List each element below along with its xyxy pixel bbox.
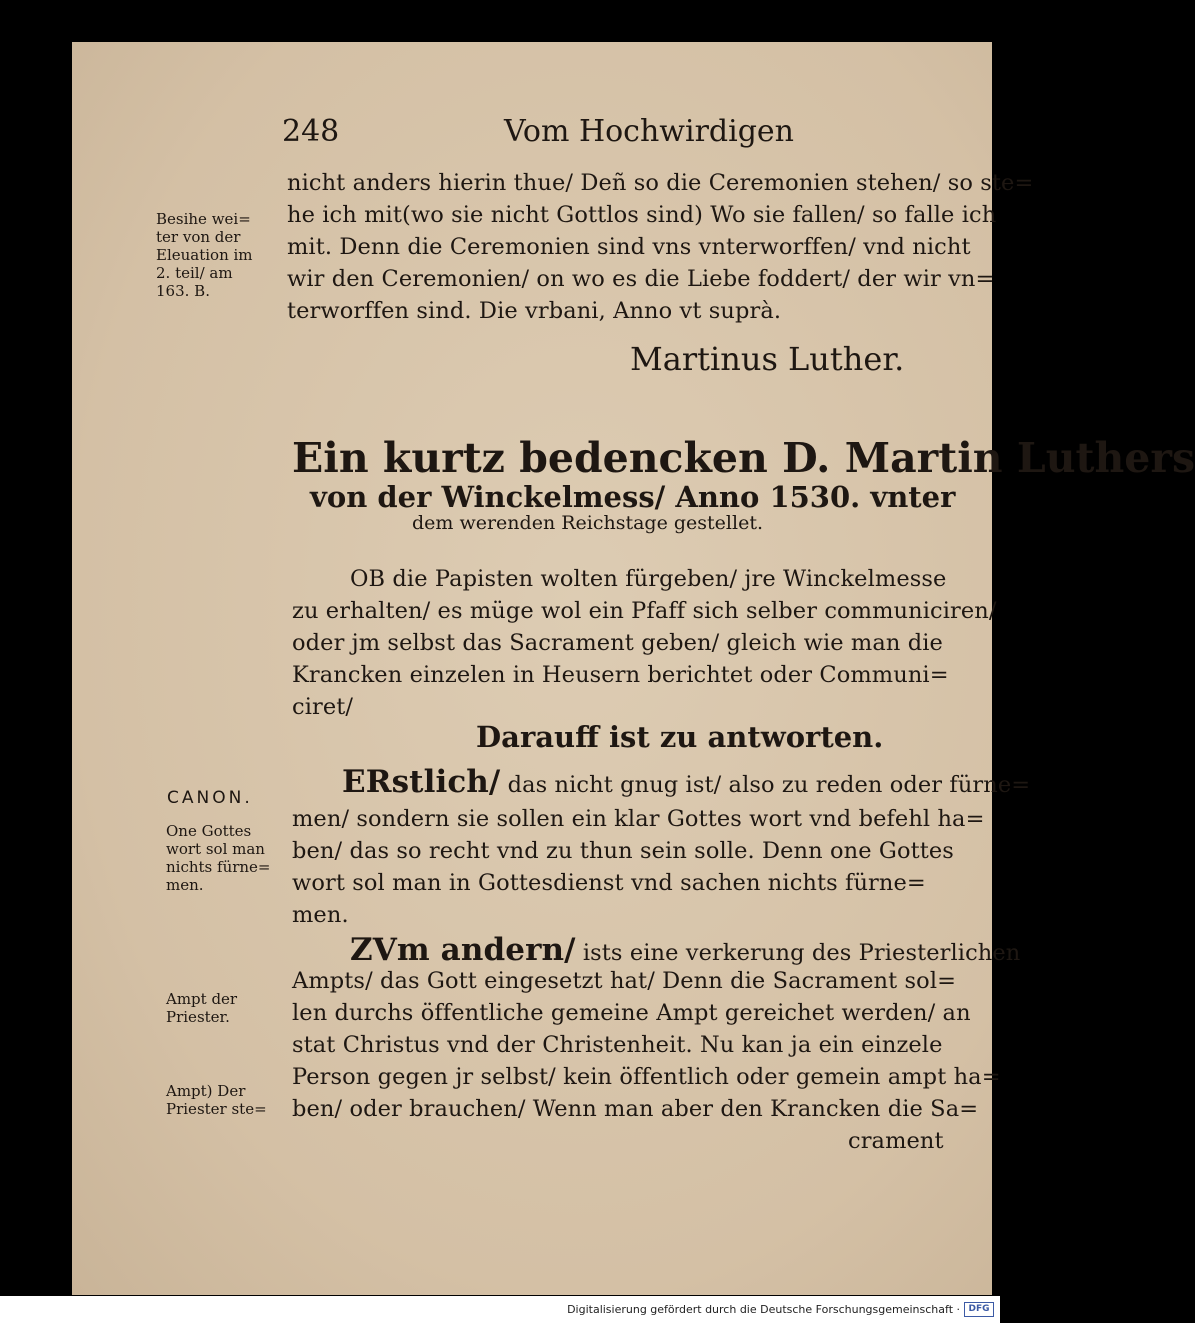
text-line: len durchs öffentliche gemeine Ampt gereichet werden/ an	[292, 1000, 971, 1026]
text-line: stat Christus vnd der Christenheit. Nu kan ja ein einzele	[292, 1032, 943, 1058]
dfg-logo: DFG	[964, 1302, 994, 1317]
margin-note: Besihe wei= ter von der Eleuation im 2. teil/ am 163. B.	[156, 210, 253, 300]
section-heading: Ein kurtz bedencken D. Martin Luthers	[292, 434, 1195, 482]
text-line: crament	[848, 1128, 944, 1154]
text-line: terworffen sind. Die vrbani, Anno vt suprà.	[287, 298, 782, 324]
canon-label: CANON.	[167, 788, 253, 808]
text-line: men.	[292, 902, 349, 928]
text-line: ben/ oder brauchen/ Wenn man aber den Krancken die Sa=	[292, 1096, 979, 1122]
text-line: ciret/	[292, 694, 354, 720]
footer-credit: Digitalisierung gefördert durch die Deutsche Forschungsgemeinschaft ·	[567, 1303, 960, 1316]
text-line: ERstlich/ das nicht gnug ist/ also zu reden oder fürne=	[342, 764, 1031, 800]
text-line: ben/ das so recht vnd zu thun sein solle. Denn one Gottes	[292, 838, 954, 864]
book-page	[72, 42, 1195, 1295]
text-line: Krancken einzelen in Heusern berichtet oder Communi=	[292, 662, 949, 688]
page-number: 248	[282, 114, 340, 149]
text-line: Person gegen jr selbst/ kein öffentlich oder gemein ampt ha=	[292, 1064, 1001, 1090]
subheading: Darauff ist zu antworten.	[476, 720, 884, 754]
text-line: Ampts/ das Gott eingesetzt hat/ Denn die Sacrament sol=	[292, 968, 957, 994]
text-line: OB die Papisten wolten fürgeben/ jre Winckelmesse	[350, 566, 947, 592]
signature: Martinus Luther.	[630, 340, 905, 378]
margin-note: Ampt) Der Priester ste=	[166, 1082, 267, 1118]
text-line: oder jm selbst das Sacrament geben/ gleich wie man die	[292, 630, 943, 656]
margin-note: Ampt der Priester.	[166, 990, 238, 1026]
footer-bar	[0, 1296, 1000, 1323]
text-line: mit. Denn die Ceremonien sind vns vnterworffen/ vnd nicht	[287, 234, 971, 260]
text-line: wort sol man in Gottesdienst vnd sachen nichts fürne=	[292, 870, 926, 896]
text-line: men/ sondern sie sollen ein klar Gottes wort vnd befehl ha=	[292, 806, 985, 832]
initial-word: ZVm andern/	[350, 932, 576, 968]
initial-word: ERstlich/	[342, 764, 501, 800]
text-line: zu erhalten/ es müge wol ein Pfaff sich selber communiciren/	[292, 598, 997, 624]
section-heading-line2: von der Winckelmess/ Anno 1530. vnter	[310, 480, 956, 514]
section-heading-line3: dem werenden Reichstage gestellet.	[412, 512, 763, 534]
text-line: wir den Ceremonien/ on wo es die Liebe foddert/ der wir vn=	[287, 266, 995, 292]
running-title: Vom Hochwirdigen	[504, 114, 794, 149]
margin-note: One Gottes wort sol man nichts fürne= men.	[166, 822, 271, 894]
text-line: ZVm andern/ ists eine verkerung des Priesterlichen	[350, 932, 1021, 968]
text-line: he ich mit(wo sie nicht Gottlos sind) Wo sie fallen/ so falle ich	[287, 202, 997, 228]
text-line: nicht anders hierin thue/ Deñ so die Ceremonien stehen/ so ste=	[287, 170, 1034, 196]
